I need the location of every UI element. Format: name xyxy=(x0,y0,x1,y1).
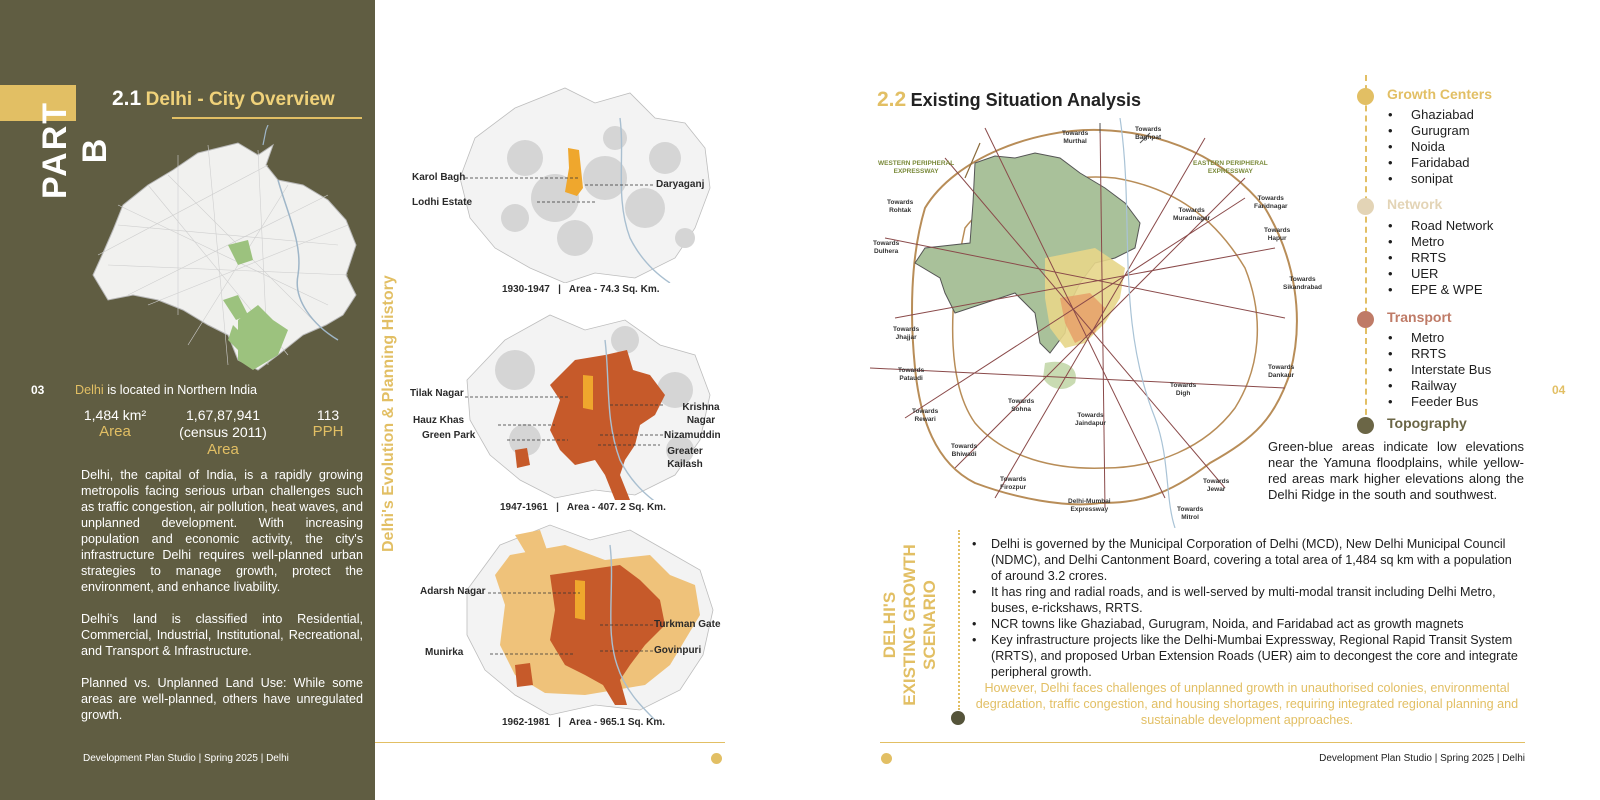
label-towards-rohtak: Towards Rohtak xyxy=(887,199,914,214)
page-dot-right xyxy=(881,753,892,764)
map1-leader-lines xyxy=(455,170,665,210)
location-text: is located in Northern India xyxy=(103,383,258,397)
list-item: • EPE & WPE xyxy=(1388,282,1493,298)
label-eastern-expressway: EASTERN PERIPHERAL EXPRESSWAY xyxy=(1193,160,1268,175)
list-item: • UER xyxy=(1388,266,1493,282)
map3-label-adarsh-nagar: Adarsh Nagar xyxy=(420,586,486,597)
growth-centers-marker xyxy=(1357,88,1374,105)
scenario-title: DELHI'S EXISTING GROWTH SCENARIO xyxy=(880,544,939,706)
label-towards-jaindapur: Towards Jaindapur xyxy=(1075,412,1107,427)
footer-left: Development Plan Studio | Spring 2025 | Delhi xyxy=(83,753,289,764)
section-title: Delhi - City Overview xyxy=(145,89,335,110)
stat-area xyxy=(70,407,160,440)
heading-underline xyxy=(172,117,362,119)
map2-label-hauz-khas: Hauz Khas xyxy=(413,415,465,426)
map1-label-karol-bagh: Karol Bagh xyxy=(412,172,466,183)
intro-paragraph: Delhi, the capital of India, is a rapidly growing metropolis facing serious urban challenges such as traffic congestion, air pollution, heat waves, and unplanned development. With increasing population and economic activity, the city's infrastructure Delhi requires well-planned urban strategies to manage growth, protect the environment, and enhance livability. xyxy=(81,468,363,594)
right-section-number: 2.2 xyxy=(877,88,907,111)
list-item: • Noida xyxy=(1388,139,1474,155)
stat-value: 113 xyxy=(316,407,340,423)
label-towards-bhiwadi: Towards Bhiwadi xyxy=(951,443,978,458)
map2-label-krishna-nagar: Krishna Nagar xyxy=(682,402,720,426)
stat-label: PPH xyxy=(312,423,344,440)
map2-label-nizamuddin: Nizamuddin xyxy=(664,430,721,441)
stat-density xyxy=(288,407,368,440)
stat-value: 1,484 km² xyxy=(83,407,147,423)
map3-label-govinpuri: Govinpuri xyxy=(654,645,702,656)
label-towards-sikandrabad: Towards Sikandrabad xyxy=(1283,276,1323,291)
scenario-timeline-line xyxy=(958,530,960,710)
list-item: • Gurugram xyxy=(1388,123,1474,139)
map2-leader-lines xyxy=(460,385,670,450)
part-label: PART B xyxy=(36,100,114,200)
list-item: • RRTS xyxy=(1388,346,1491,362)
landuse-paragraph: Delhi's land is classified into Residential, Commercial, Industrial, Institutional, Recreational, and Transport & Infrastructure. xyxy=(81,612,363,658)
label-towards-jewar: Towards Jewar xyxy=(1203,478,1230,493)
planned-paragraph: Planned vs. Unplanned Land Use: While some areas are well-planned, others have unregulated growth. xyxy=(81,676,363,722)
network-title: Network xyxy=(1387,196,1443,212)
map1-label-lodhi-estate: Lodhi Estate xyxy=(412,197,473,208)
list-item: • Faridabad xyxy=(1388,155,1474,171)
map3-label-munirka: Munirka xyxy=(425,647,464,658)
label-towards-firozpur: Towards Firozpur xyxy=(1000,476,1027,491)
list-item: • sonipat xyxy=(1388,171,1474,187)
scenario-end-dot xyxy=(951,711,965,725)
list-item: • Road Network xyxy=(1388,218,1493,234)
map1-label-daryaganj: Daryaganj xyxy=(656,179,705,190)
section-heading xyxy=(112,87,335,111)
map2-label-greater-kailash: Greater Kailash xyxy=(667,446,703,470)
evolution-title: Delhi's Evolution & Planning History xyxy=(380,275,397,552)
regional-network-map xyxy=(865,118,1305,528)
legend-timeline-line xyxy=(1365,75,1367,425)
footer-right: Development Plan Studio | Spring 2025 | Delhi xyxy=(1319,753,1525,764)
stat-population xyxy=(163,407,283,458)
label-towards-digh: Towards Digh xyxy=(1170,382,1197,397)
list-item: • RRTS xyxy=(1388,250,1493,266)
location-line xyxy=(75,383,257,397)
list-item: • Railway xyxy=(1388,378,1491,394)
list-item: • Interstate Bus xyxy=(1388,362,1491,378)
topography-marker xyxy=(1357,417,1374,434)
transport-marker xyxy=(1357,311,1374,328)
label-towards-muradnagar: Towards Muradnagar xyxy=(1173,207,1211,222)
label-towards-jhajjar: Towards Jhajjar xyxy=(893,326,920,341)
label-towards-hapur: Towards Hapur xyxy=(1264,227,1291,242)
list-item: • Metro xyxy=(1388,330,1491,346)
label-towards-baghpat: Towards Baghpat xyxy=(1135,126,1162,141)
right-section-title: Existing Situation Analysis xyxy=(910,90,1142,110)
map2-caption: 1947-1961 | Area - 407. 2 Sq. Km. xyxy=(500,502,666,513)
label-western-expressway: WESTERN PERIPHERAL EXPRESSWAY xyxy=(878,160,955,175)
location-place: Delhi xyxy=(75,383,104,397)
map3-leader-lines xyxy=(480,585,660,660)
map3-label-turkman-gate: Turkman Gate xyxy=(654,619,721,630)
list-item: • It has ring and radial roads, and is well-served by multi-modal transit including Delhi Metro, buses, e-rickshaws, RRTS. xyxy=(970,584,1524,616)
growth-centers-title: Growth Centers xyxy=(1387,86,1493,102)
scenario-points-list xyxy=(970,536,1524,680)
footer-rule-left xyxy=(375,742,725,743)
list-item: • Delhi is governed by the Municipal Corporation of Delhi (MCD), New Delhi Municipal Council (NDMC), and Delhi Cantonment Board, covering a total area of 1,484 sq km with a population of around 3.2 crores. xyxy=(970,536,1524,584)
page-number-right: 04 xyxy=(1552,383,1566,397)
page-dot-left xyxy=(711,753,722,764)
stat-label: Area xyxy=(99,423,131,440)
label-towards-mitrol: Towards Mitrol xyxy=(1177,506,1204,521)
right-section-heading xyxy=(877,88,1141,112)
growth-centers-list xyxy=(1388,107,1474,187)
list-item: • Metro xyxy=(1388,234,1493,250)
scenario-challenges-note: However, Delhi faces challenges of unplanned growth in unauthorised colonies, environmental degradation, traffic congestion, and housing shortages, requiring integrated regional planning and sustainable development approaches. xyxy=(975,681,1519,727)
label-towards-rewari: Towards Rewari xyxy=(912,408,939,423)
label-delhi-mumbai-expressway: Delhi-Mumbai Expressway xyxy=(1068,498,1111,513)
list-item: • Ghaziabad xyxy=(1388,107,1474,123)
page-number-left: 03 xyxy=(31,383,45,397)
network-marker xyxy=(1357,198,1374,215)
label-towards-faridnagar: Towards Faridnagar xyxy=(1254,195,1288,210)
topography-description: Green-blue areas indicate low elevations near the Yamuna floodplains, while yellow-red areas mark higher elevations along the Delhi Ridge in the south and southwest. xyxy=(1268,439,1524,502)
stat-label: Area xyxy=(207,441,239,458)
label-towards-sohna: Towards Sohna xyxy=(1008,398,1035,413)
label-towards-pataudi: Towards Pataudi xyxy=(898,367,925,382)
list-item: • Feeder Bus xyxy=(1388,394,1491,410)
map2-label-green-park: Green Park xyxy=(422,430,476,441)
label-towards-dulhera: Towards Dulhera xyxy=(873,240,900,255)
map1-caption: 1930-1947 | Area - 74.3 Sq. Km. xyxy=(502,284,660,295)
list-item: • NCR towns like Ghaziabad, Gurugram, Noida, and Faridabad act as growth magnets xyxy=(970,616,1524,632)
transport-title: Transport xyxy=(1387,309,1452,325)
network-list xyxy=(1388,218,1493,298)
list-item: • Key infrastructure projects like the Delhi-Mumbai Expressway, Regional Rapid Transit System (RRTS), and proposed Urban Extension Roads (UER) aim to decongest the core and integrate peripheral growth. xyxy=(970,632,1524,680)
topography-title: Topography xyxy=(1387,415,1467,431)
map3-caption: 1962-1981 | Area - 965.1 Sq. Km. xyxy=(502,717,666,728)
footer-rule-right xyxy=(880,742,1525,743)
transport-list xyxy=(1388,330,1491,410)
label-towards-murthal: Towards Murthal xyxy=(1062,130,1089,145)
label-towards-dankaur: Towards Dankaur xyxy=(1268,364,1295,379)
section-number: 2.1 xyxy=(112,87,142,110)
map2-label-tilak-nagar: Tilak Nagar xyxy=(410,388,464,399)
stat-value: 1,67,87,941 (census 2011) xyxy=(179,407,267,440)
delhi-city-map xyxy=(88,125,368,375)
